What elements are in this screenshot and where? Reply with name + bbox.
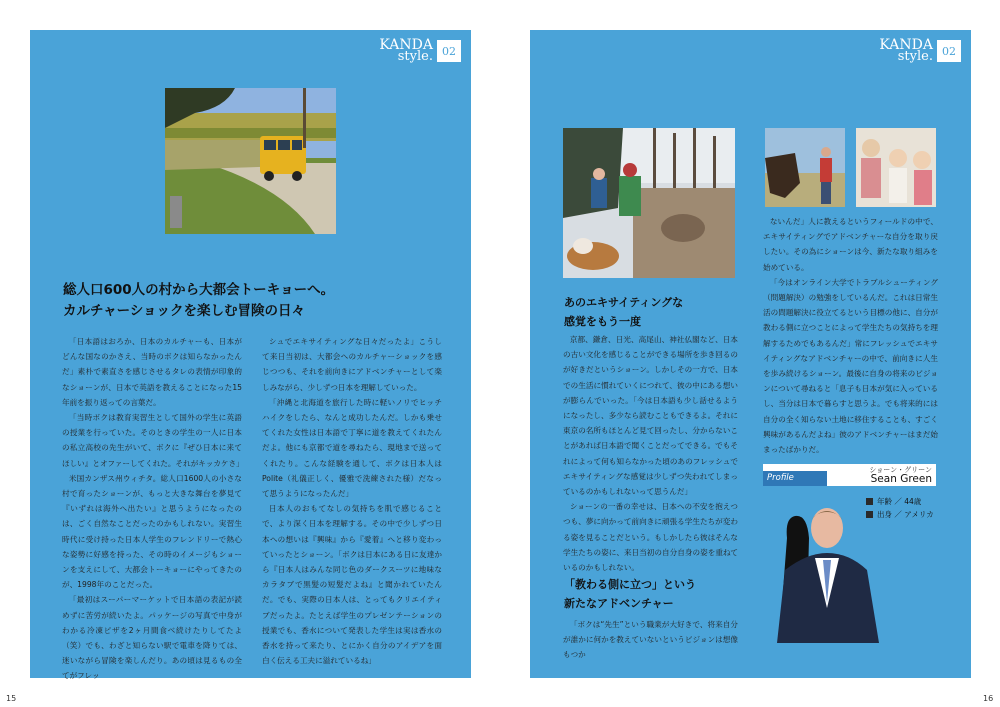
issue-number: 02 — [937, 40, 961, 62]
issue-number: 02 — [437, 40, 461, 62]
paragraph: シュでエキサイティングな日々だったよ」こうして来日当初は、大都会へのカルチャーショックを感じつつも、それを前向きにアドベンチャーとして楽しみながら、少しずつ日本を理解していった。 — [262, 337, 442, 392]
heading-line-2: カルチャーショックを楽しむ冒険の日々 — [63, 303, 306, 319]
left-column-1 — [62, 334, 242, 684]
children-photo — [856, 128, 936, 207]
paragraph: 「当時ボクは教育実習生として国外の学生に英語の授業を行っていた。そのときの学生の一人に日本の私立高校の先生がいて、ボクに『ぜひ日本に来てほしい』とオファーしてくれた。それがキッカケさ」 — [62, 413, 244, 468]
paragraph: 日本人のおもてなしの気持ちを肌で感じることで、より深く日本を理解する。その中で少しずつ日本への想いは『興味』から『愛着』へと移り変わっていったとショーン。「ボクは日本にある日に友達から『日本人はみんな同じ色のダークスーツに地味なカラタブで黒髪の短髪だよね』と聞かれていたんだ。でも、実際の日本人は、とってもクリエイティブだったよ。たとえば学生のプレゼンテーションの授業でも、香水について発表した学生は実は香水の香水を持って来たり、とにかく自分のアイデアを面白く伝える工夫に溢れているね」 — [262, 504, 442, 666]
left-page — [30, 30, 471, 681]
right-column-1a — [563, 332, 738, 575]
paragraph: 「ボクは“先生”という職業が大好きで、将来自分が誰かに何かを教えていないというビジョンは想像もつか — [563, 620, 738, 660]
man-with-horse-photo — [765, 128, 845, 207]
paragraph: 「今はオンライン大学でトラブルシューティング（問題解決）の勉強をしているんだ。これは日常生活の問題解決に役立てるという目標の他に、自分が教わる側に立つことによって学生たちの気持ちを理解するためでもあるんだ」常にフレッシュでエキサイティングなアドベンチャーの中で、前向きに人生を歩み続けるショーン。最後に自身の将来のビジョンについて尋ねると「息子も日本が気に入っているし、当分は日本で暮らすと思うよ。でも将来的には自分の全く知らない土地に移住することも、すごく興味があるんだよね」彼のアドベンチャーはまだ始まったばかりだ。 — [763, 277, 938, 455]
paragraph: 京都、鎌倉、日光、高尾山、神社仏閣など、日本の古い文化を感じることができる場所を歩き回るのが好きだというショーン。しかしその一方で、日本での生活に慣れていくにつれて、彼の中にある想いが膨らんでいった。「今は日本語も少し話せるようになったし、多少なら読むこともできるよ。それに東京の名所もほとんど見て回ったし、分からないことがあれば日本語で聞くことだってできる。でもそれによって何も知らなかった頃のあのフレッシュでエキサイティングな感覚は少しずつ失われてしまっているのかもしれないって思うんだ」 — [563, 335, 738, 497]
brand-logo — [879, 39, 961, 63]
school-bus-photo — [165, 88, 336, 234]
paragraph: ないんだ」人に教えるというフィールドの中で、エキサイティングでアドベンチャーな自分を取り戻したい。その為にショーンは今、新たな取り組みを始めている。 — [763, 217, 938, 272]
profile-name: Sean Green — [870, 473, 932, 485]
article-heading — [63, 280, 334, 322]
brand-sub: style. — [897, 49, 933, 64]
heading-line-1: 「教わる側に立つ」という — [564, 578, 696, 591]
section-heading-1 — [564, 293, 683, 331]
brand-sub: style. — [397, 49, 433, 64]
page-number-right: 16 — [983, 694, 994, 703]
sean-green-portrait — [767, 498, 887, 643]
paragraph: 「日本語はおろか、日本のカルチャーも、日本がどんな国なのかさえ、当時のボクは知らなかったんだ」素朴で素直さを感じさせるタレの表情が印象的なショーンが、日本で英語を教えることになった15年前を振り返っての言葉だ。 — [62, 337, 242, 407]
profile-age-text: 年齢 ／ 44歳 — [877, 497, 922, 506]
brand-logo — [379, 39, 461, 63]
paragraph: 米国カンザス州ウィチタ。総人口1600人の小さな村で育ったショーンが、もっと大きな舞台を夢見て『いずれは海外へ出たい』と思うようになったのは、ごく自然なことだったのかもしれない。実習生時代に受け持った日本人学生のフレンドリーで熱心な姿勢に好感を持った、その時のイメージもショーンを支えにして、大都会トーキョーにやってきたのが、1998年のことだった。 — [62, 473, 242, 590]
heading-line-2: 感覚をもう一度 — [564, 315, 641, 328]
heading-line-1: 総人口600人の村から大都会トーキョーへ。 — [63, 282, 335, 298]
profile-origin-text: 出身 ／ アメリカ — [877, 510, 934, 519]
page-number-left: 15 — [6, 694, 17, 703]
paragraph: ショーンの一番の幸せは、日本への不安を抱えつつも、夢に向かって前向きに頑張る学生たちが変わる姿を見ることだという。もしかしたら彼はそんな学生たちの姿に、来日当初の自分自身の姿を重ねているのかもしれない。 — [563, 502, 738, 573]
heading-line-1: あのエキサイティングな — [564, 296, 684, 309]
snow-kids-dog-photo — [563, 128, 735, 278]
profile-name-kana: ショーン・グリーン — [869, 466, 932, 474]
heading-line-2: 新たなアドベンチャー — [564, 597, 674, 610]
right-page — [530, 30, 971, 678]
paragraph: 「最初はスーパーマーケットで日本語の表記が読めずに苦労が続いたよ。パッケージの写真で中身がわかる冷凍ピザを2ヶ月間食べ続けたりしてたよ（笑）でも、わざと知らない駅で電車を降りては、迷いながら冒険を楽しんだり。あの頃は見るもの全てがフレッ — [62, 595, 242, 681]
brand-name: KANDA — [879, 37, 933, 53]
right-column-1b — [563, 617, 738, 663]
profile-bar — [763, 464, 936, 486]
profile-tag: Profile — [763, 471, 827, 486]
section-heading-2 — [564, 575, 696, 613]
right-column-2 — [763, 214, 938, 457]
left-column-2 — [262, 334, 442, 668]
brand-name: KANDA — [379, 37, 433, 53]
paragraph: 「沖縄と北海道を旅行した時に軽いノリでヒッチハイクをしたら、なんと成功したんだ。しかも乗せてくれた女性は日本語で丁寧に道を教えてくれたんだよ。他にも京都で道を尋ねたら、現地まで送ってくれたり。こんな経験を通して、ボクは日本人はPolite（礼儀正しく、優雅で洗練された様）だなって思うようになったんだ」 — [262, 397, 442, 499]
